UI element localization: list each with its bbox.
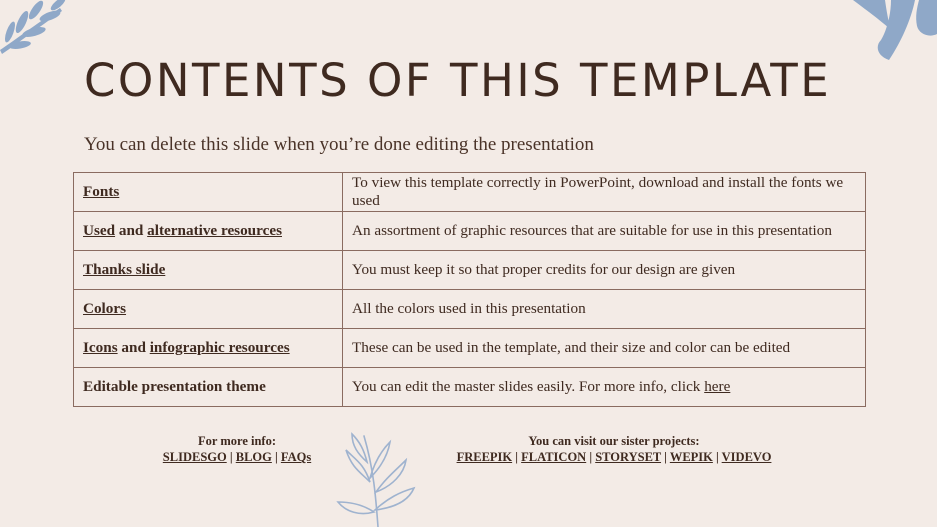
link-separator: | (271, 450, 281, 464)
leaf-shape-top-right-icon (845, 0, 937, 62)
row-label-cell (74, 212, 343, 251)
footer-more-info-heading: For more info: (198, 434, 276, 448)
resource-link[interactable]: Icons (83, 339, 118, 356)
link-separator: | (712, 450, 722, 464)
resource-link[interactable]: here (704, 378, 731, 395)
cell-text: and (115, 222, 148, 239)
footer-link[interactable]: SLIDESGO (162, 450, 227, 464)
table-row (74, 251, 866, 290)
footer-link[interactable]: FAQs (280, 450, 312, 464)
cell-text: You must keep it so that proper credits for our design are given (352, 261, 736, 278)
footer-link[interactable]: STORYSET (595, 450, 662, 464)
row-label-cell (74, 290, 343, 329)
resource-link[interactable]: Fonts (83, 183, 120, 200)
row-description-cell (343, 212, 866, 251)
table-row (74, 368, 866, 407)
footer-more-info-links (150, 449, 324, 465)
row-description-cell (343, 329, 866, 368)
row-label-cell (74, 173, 343, 212)
resource-link[interactable]: Thanks slide (83, 261, 166, 278)
link-separator: | (661, 450, 670, 464)
table-row (74, 329, 866, 368)
cell-text: All the colors used in this presentation (352, 300, 586, 317)
row-description-cell (343, 290, 866, 329)
page-title: CONTENTS OF THIS TEMPLATE (84, 54, 832, 107)
footer-sister-projects (430, 433, 798, 465)
resource-link[interactable]: Used (83, 222, 116, 239)
contents-table (73, 172, 866, 407)
footer-link[interactable]: WEPIK (669, 450, 713, 464)
leaf-branch-top-left-icon (0, 0, 70, 70)
row-description-cell (343, 368, 866, 407)
table-row (74, 212, 866, 251)
link-separator: | (226, 450, 236, 464)
cell-text: You can edit the master slides easily. For more info, click (352, 378, 705, 395)
row-label-cell (74, 368, 343, 407)
cell-text: These can be used in the template, and their size and color can be edited (352, 339, 791, 356)
footer-link[interactable]: FREEPIK (456, 450, 513, 464)
page-subtitle: You can delete this slide when you’re done editing the presentation (84, 134, 594, 155)
table-row (74, 173, 866, 212)
row-description-cell (343, 173, 866, 212)
cell-text: An assortment of graphic resources that are suitable for use in this presentation (352, 222, 832, 239)
resource-link[interactable]: infographic resources (149, 339, 290, 356)
footer-more-info (150, 433, 324, 465)
footer-sister-projects-heading: You can visit our sister projects: (528, 434, 700, 448)
footer-link[interactable]: VIDEVO (721, 450, 772, 464)
row-label-cell (74, 251, 343, 290)
cell-text: To view this template correctly in PowerPoint, download and install the fonts we used (352, 174, 844, 209)
cell-text: Editable presentation theme (83, 378, 266, 395)
cell-text: and (117, 339, 150, 356)
footer-link[interactable]: BLOG (235, 450, 272, 464)
link-separator: | (512, 450, 522, 464)
footer-sister-projects-links (430, 449, 798, 465)
resource-link[interactable]: alternative resources (147, 222, 282, 239)
resource-link[interactable]: Colors (83, 300, 127, 317)
footer-link[interactable]: FLATICON (521, 450, 587, 464)
row-label-cell (74, 329, 343, 368)
link-separator: | (586, 450, 596, 464)
row-description-cell (343, 251, 866, 290)
table-row (74, 290, 866, 329)
leaf-sprig-bottom-icon (330, 430, 430, 527)
